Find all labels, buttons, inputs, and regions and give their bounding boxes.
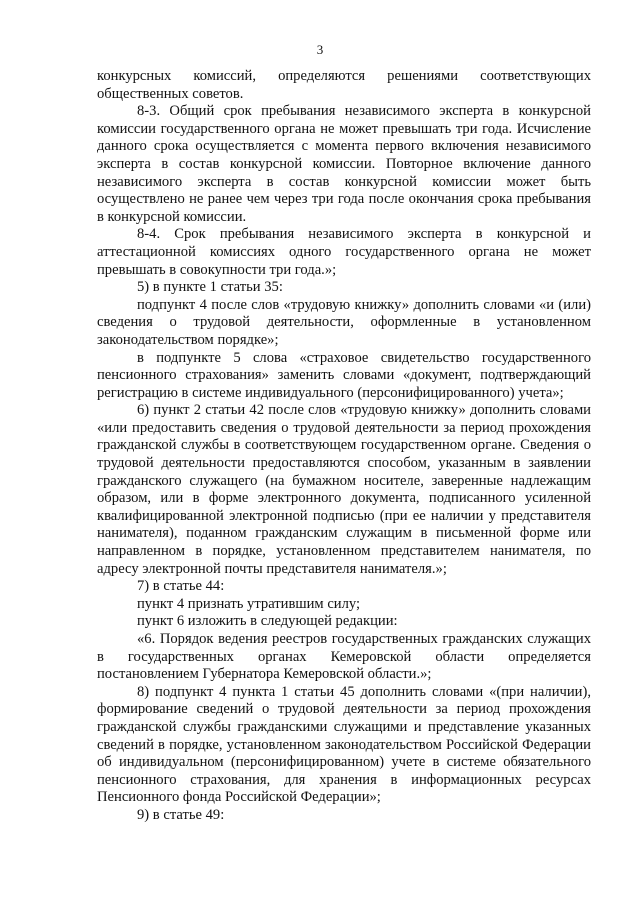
paragraph: конкурсных комиссий, определяются решениями соответствующих общественных советов. xyxy=(97,68,591,102)
paragraph: подпункт 4 после слов «трудовую книжку» дополнить словами «и (или) сведения о трудовой деятельности, оформленные в установленном законодательством порядке»; xyxy=(97,296,591,348)
paragraph: 6) пункт 2 статьи 42 после слов «трудовую книжку» дополнить словами «или предоставить сведения о трудовой деятельности за период прохождения гражданской службы в соответствующем государственном органе. Сведения о трудовой деятельности предоставляются способом, указанным в заявлении гражданского служащего (на бумажном носителе, заверенные надлежащим образом, или в форме электронного документа, подписанного усиленной квалифицированной электронной подписью (при ее наличии у представителя нанимателя), поданном гражданским служащим в письменной форме или направленном в порядке, установленном представителем нанимателя, по адресу электронной почты представителя нанимателя.»; xyxy=(97,402,591,577)
paragraph: пункт 6 изложить в следующей редакции: xyxy=(137,613,398,630)
paragraph: 5) в пункте 1 статьи 35: xyxy=(137,279,283,296)
paragraph: в подпункте 5 слова «страховое свидетельство государственного пенсионного страхования» заменить словами «документ, подтверждающий регистрацию в системе индивидуального (персонифицированного) учета»; xyxy=(97,349,591,401)
paragraph: «6. Порядок ведения реестров государственных гражданских служащих в государственных органах Кемеровской области определяется постановлением Губернатора Кемеровской области.»; xyxy=(97,631,591,683)
paragraph: 7) в статье 44: xyxy=(137,578,225,595)
paragraph: 8-3. Общий срок пребывания независимого эксперта в конкурсной комиссии государственного органа не может превышать три года. Исчисление данного срока осуществляется с момента первого включения независимого эксперта в состав конкурсной комиссии. Повторное включение данного независимого эксперта в состав конкурсной комиссии может быть осуществлено не ранее чем через три года после окончания срока пребывания в конкурсной комиссии. xyxy=(97,103,591,225)
paragraph: пункт 4 признать утратившим силу; xyxy=(137,595,361,612)
document-body xyxy=(97,68,591,825)
paragraph: 8-4. Срок пребывания независимого эксперта в конкурсной и аттестационной комиссиях одного государственного органа не может превышать в совокупности три года.»; xyxy=(97,226,591,278)
paragraph: 9) в статье 49: xyxy=(137,806,225,823)
paragraph: 8) подпункт 4 пункта 1 статьи 45 дополнить словами «(при наличии), формирование сведений о трудовой деятельности за период прохождения гражданской службы гражданскими служащими и представление указанных сведений в порядке, установленном законодательством Российской Федерации об индивидуальном (персонифицированном) учете в системе обязательного пенсионного страхования, для хранения в информационных ресурсах Пенсионного фонда Российской Федерации»; xyxy=(97,683,591,806)
page-number: 3 xyxy=(316,42,324,57)
